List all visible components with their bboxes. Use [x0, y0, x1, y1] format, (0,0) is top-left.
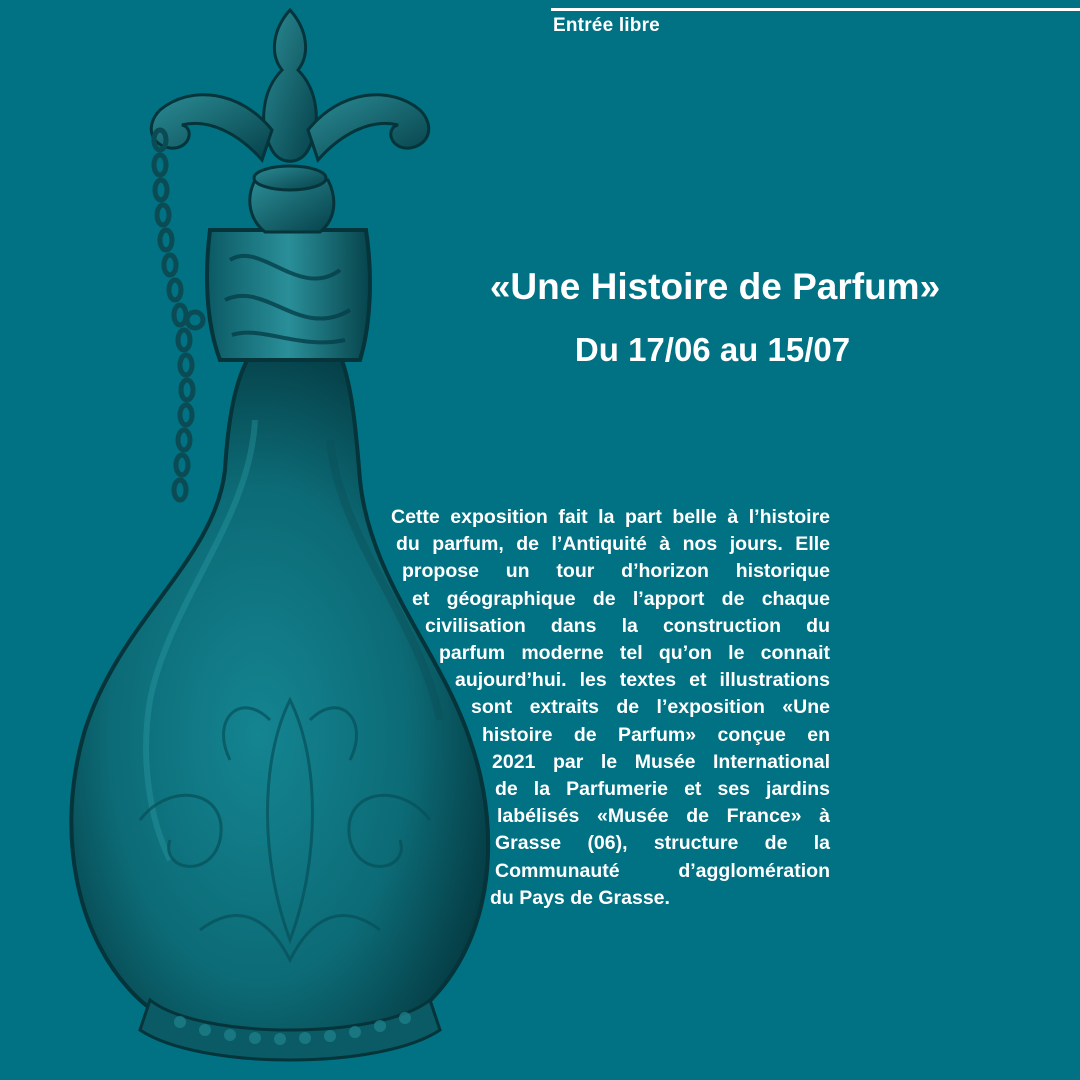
description-line: Communauté d’agglomération — [495, 859, 830, 882]
exhibition-dates: Du 17/06 au 15/07 — [574, 331, 851, 368]
description-line: propose un tour d’horizon historique — [402, 560, 830, 583]
free-entry-label: Entrée libre — [553, 15, 660, 36]
bottle-chain — [154, 130, 203, 500]
description-line: parfum moderne tel qu’on le connait — [439, 642, 830, 665]
description-line: du Pays de Grasse. — [490, 886, 670, 909]
description-line: labélisés «Musée de France» à — [497, 805, 830, 828]
description-line: civilisation dans la construction du — [425, 614, 830, 637]
description-line: de la Parfumerie et ses jardins — [495, 778, 830, 801]
description-line: et géographique de l’apport de chaque — [412, 587, 830, 610]
stopper-finial — [151, 10, 428, 190]
description-line: Grasse (06), structure de la — [495, 832, 830, 855]
description-line: aujourd’hui. les textes et illustrations — [455, 669, 830, 692]
description-line: du parfum, de l’Antiquité à nos jours. Elle — [396, 533, 830, 556]
exhibition-description — [380, 504, 830, 912]
description-line: 2021 par le Musée International — [492, 750, 830, 773]
description-line: Cette exposition fait la part belle à l’histoire — [391, 506, 830, 528]
top-divider — [551, 8, 1080, 11]
description-line: histoire de Parfum» conçue en — [482, 723, 830, 746]
exhibition-title: «Une Histoire de Parfum» — [489, 266, 941, 307]
description-line: sont extraits de l’exposition «Une — [471, 696, 830, 719]
